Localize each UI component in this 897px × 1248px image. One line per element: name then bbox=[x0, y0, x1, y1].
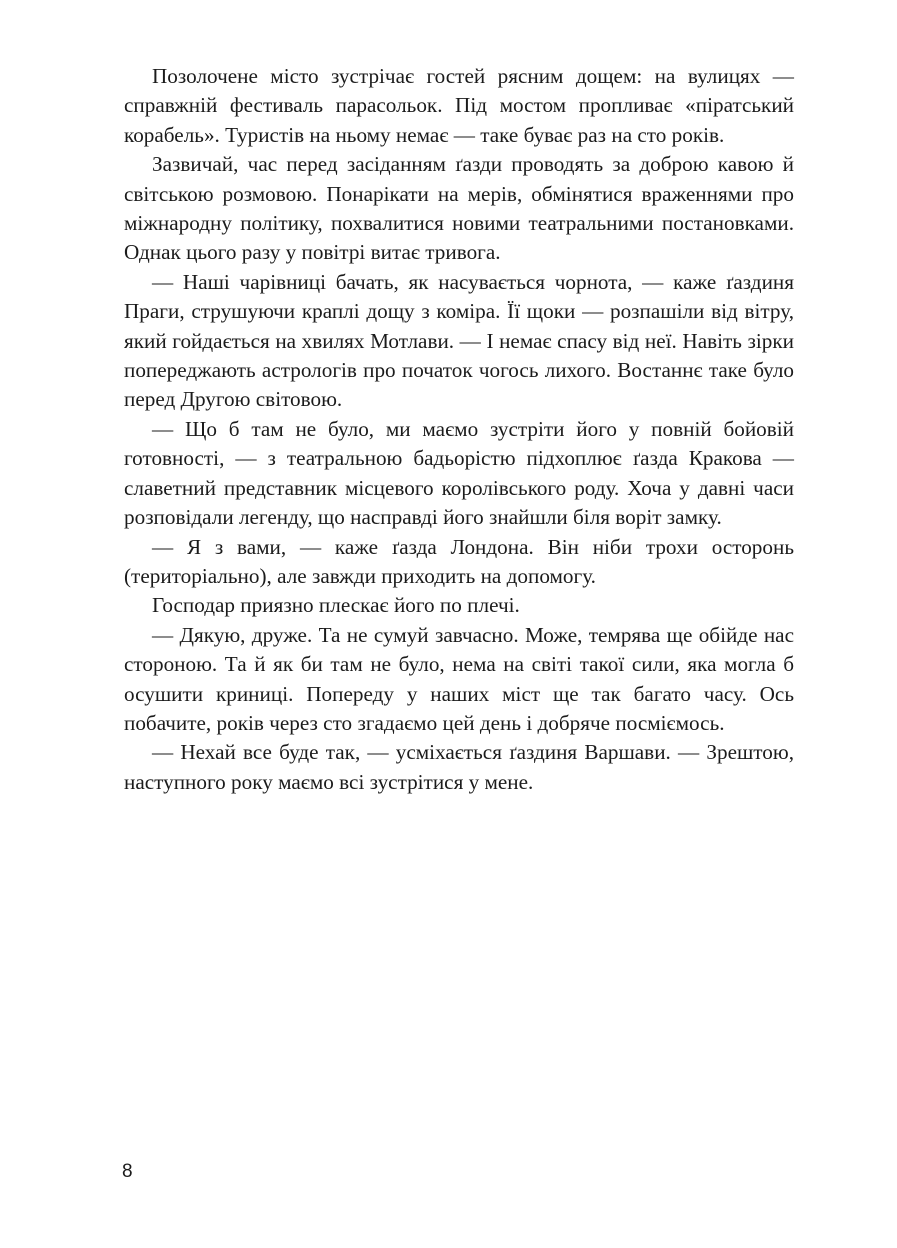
page-text-body bbox=[124, 62, 794, 797]
paragraph: — Що б там не було, ми маємо зустріти його у повній бойовій готовності, — з театральною бадьорістю підхоплює ґазда Кракова — славетний представник місцевого королівського роду. Хоча у давні часи розповідали легенду, що насправді його знайшли біля воріт замку. bbox=[124, 416, 794, 530]
paragraph: Позолочене місто зустрічає гостей рясним дощем: на вулицях — справжній фестиваль парасольок. Під мостом пропливає «піратський корабель». Туристів на ньому немає — таке буває раз на сто років. bbox=[124, 64, 794, 147]
paragraph: Зазвичай, час перед засіданням ґазди проводять за доброю кавою й світською розмовою. Понарікати на мерів, обмінятися враженнями про міжнародну політику, похвалитися новими театральними постановками. Однак цього разу у повітрі витає тривога. bbox=[124, 152, 794, 265]
paragraph: — Нехай все буде так, — усміхається ґаздиня Варшави. — Зрештою, наступного року маємо всі зустрітися у мене. bbox=[124, 740, 794, 794]
page-number: 8 bbox=[122, 1161, 133, 1182]
paragraph: Господар приязно плескає його по плечі. bbox=[152, 593, 520, 618]
paragraph: — Дякую, друже. Та не сумуй завчасно. Може, темрява ще обійде нас стороною. Та й як би там не було, нема на світі такої сили, яка могла б осушити криниці. Попереду у наших міст ще так багато часу. Ось побачите, років через сто згадаємо цей день і добряче посміємось. bbox=[124, 622, 794, 735]
paragraph: — Наші чарівниці бачать, як насувається чорнота, — каже ґаздиня Праги, струшуючи краплі дощу з коміра. Її щоки — розпашіли від вітру, який гойдається на хвилях Мотлави. — І немає спасу від неї. Навіть зірки попереджають астрологів про початок чогось лихого. Востаннє таке було перед Другою світовою. bbox=[124, 269, 794, 412]
paragraph: — Я з вами, — каже ґазда Лондона. Він ніби трохи осторонь (територіально), але завжди приходить на допомогу. bbox=[124, 534, 794, 588]
